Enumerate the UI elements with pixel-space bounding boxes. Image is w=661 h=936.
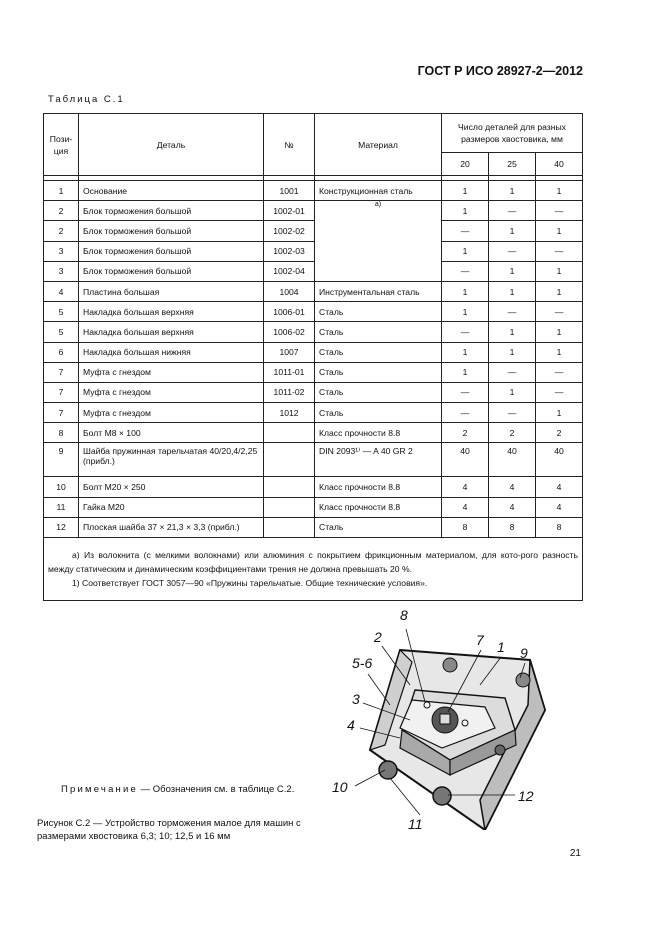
cell-material: Инструментальная сталь [315, 281, 442, 301]
cell-num: 1011-01 [264, 362, 315, 382]
table-row [44, 302, 583, 322]
figure-label-7: 7 [476, 632, 484, 648]
table-row [44, 281, 583, 301]
cell-count-25: — [489, 241, 536, 261]
cell-part: Накладка большая верхняя [79, 302, 264, 322]
cell-part: Плоская шайба 37 × 21,3 × 3,3 (прибл.) [79, 517, 264, 537]
cell-material: Класс прочности 8.8 [315, 423, 442, 443]
cell-count-25: 1 [489, 281, 536, 301]
figure-label-11: 11 [408, 816, 423, 830]
figure-label-2: 2 [374, 629, 382, 645]
cell-count-40: 8 [536, 517, 583, 537]
cell-count-20: 1 [442, 241, 489, 261]
cell-material: Сталь [315, 342, 442, 362]
cell-count-20: — [442, 261, 489, 281]
cell-num: 1001 [264, 181, 315, 201]
braking-device-figure [330, 600, 580, 830]
cell-num: 1007 [264, 342, 315, 362]
cell-count-20: 8 [442, 517, 489, 537]
cell-part: Болт М8 × 100 [79, 423, 264, 443]
table-note [37, 783, 305, 796]
cell-material: Конструкционная сталь [315, 181, 442, 201]
col-header-size-25: 25 [489, 153, 536, 176]
cell-pos: 3 [44, 241, 79, 261]
page-number: 21 [569, 848, 581, 859]
cell-count-25: 1 [489, 181, 536, 201]
cell-count-40: 2 [536, 423, 583, 443]
table-row [44, 517, 583, 537]
cell-pos: 5 [44, 322, 79, 342]
cell-material: а) [315, 201, 442, 282]
cell-num: 1002-01 [264, 201, 315, 221]
figure-label-10: 10 [332, 779, 348, 795]
cell-part: Накладка большая нижняя [79, 342, 264, 362]
cell-count-40: 4 [536, 497, 583, 517]
col-header-size-40: 40 [536, 153, 583, 176]
footnote-a: а) Из волокнита (с мелкими волокнами) или алюминия с покрытием фрикционным материалом, для кото-рого разность между статическим и динамическим коэффициентами трения не должна превышать 20 %. [48, 550, 578, 574]
cell-count-40: 1 [536, 403, 583, 423]
cell-pos: 2 [44, 221, 79, 241]
cell-count-20: 1 [442, 201, 489, 221]
cell-count-40: 1 [536, 261, 583, 281]
cell-count-20: — [442, 403, 489, 423]
note-label: Примечание [61, 784, 138, 795]
cell-num [264, 517, 315, 537]
cell-material: Сталь [315, 382, 442, 402]
cell-pos: 12 [44, 517, 79, 537]
cell-num: 1012 [264, 403, 315, 423]
table-row [44, 403, 583, 423]
cell-count-20: 4 [442, 477, 489, 497]
cell-count-25: 2 [489, 423, 536, 443]
cell-num: 1011-02 [264, 382, 315, 402]
cell-count-25: 1 [489, 221, 536, 241]
table-row [44, 241, 583, 261]
cell-pos: 3 [44, 261, 79, 281]
figure-caption: Рисунок С.2 — Устройство торможения малое для машин с размерами хвостовика 6,3; 10; 12,5 и 16 мм [37, 818, 301, 842]
cell-num: 1006-01 [264, 302, 315, 322]
cell-count-25: — [489, 302, 536, 322]
cell-pos: 11 [44, 497, 79, 517]
cell-count-25: 1 [489, 382, 536, 402]
table-row [44, 382, 583, 402]
cell-material: Сталь [315, 322, 442, 342]
cell-count-25: 1 [489, 342, 536, 362]
cell-count-40: 4 [536, 477, 583, 497]
cell-material: Класс прочности 8.8 [315, 497, 442, 517]
table-row [44, 362, 583, 382]
cell-num: 1004 [264, 281, 315, 301]
cell-count-25: 1 [489, 261, 536, 281]
cell-pos: 6 [44, 342, 79, 362]
table-row [44, 221, 583, 241]
cell-num: 1002-04 [264, 261, 315, 281]
col-header-pos: Пози- ция [44, 114, 79, 176]
cell-count-25: 8 [489, 517, 536, 537]
cell-num: 1002-02 [264, 221, 315, 241]
cell-count-40: 40 [536, 443, 583, 477]
cell-count-25: 4 [489, 477, 536, 497]
table-row [44, 181, 583, 201]
footnote-1: 1) Соответствует ГОСТ 3057—90 «Пружины тарельчатые. Общие технические условия». [72, 578, 428, 588]
table-row [44, 322, 583, 342]
cell-part: Блок торможения большой [79, 201, 264, 221]
cell-part: Муфта с гнездом [79, 362, 264, 382]
table-row [44, 201, 583, 221]
cell-count-40: — [536, 241, 583, 261]
cell-material: Сталь [315, 302, 442, 322]
cell-count-20: 2 [442, 423, 489, 443]
cell-pos: 9 [44, 443, 79, 477]
cell-num [264, 497, 315, 517]
cell-count-40: 1 [536, 221, 583, 241]
cell-count-25: — [489, 403, 536, 423]
col-header-count: Число деталей для разных размеров хвостовика, мм [442, 114, 583, 153]
cell-count-20: 1 [442, 181, 489, 201]
cell-pos: 7 [44, 382, 79, 402]
cell-pos: 7 [44, 403, 79, 423]
table-row [44, 342, 583, 362]
cell-count-25: 4 [489, 497, 536, 517]
cell-count-40: — [536, 382, 583, 402]
cell-count-20: — [442, 382, 489, 402]
table-row [44, 497, 583, 517]
figure-label-12: 12 [518, 788, 534, 804]
cell-count-20: — [442, 322, 489, 342]
table-row [44, 261, 583, 281]
table-row [44, 443, 583, 477]
cell-part: Гайка М20 [79, 497, 264, 517]
cell-part: Болт М20 × 250 [79, 477, 264, 497]
cell-count-20: 40 [442, 443, 489, 477]
table-row [44, 423, 583, 443]
col-header-part: Деталь [79, 114, 264, 176]
cell-count-40: 1 [536, 181, 583, 201]
figure-label-8: 8 [400, 607, 408, 623]
figure-label-3: 3 [352, 691, 360, 707]
cell-pos: 1 [44, 181, 79, 201]
parts-table [43, 113, 583, 601]
cell-count-20: 1 [442, 281, 489, 301]
cell-part: Накладка большая верхняя [79, 322, 264, 342]
cell-count-25: 40 [489, 443, 536, 477]
cell-count-20: 4 [442, 497, 489, 517]
table-caption: Таблица С.1 [48, 94, 125, 105]
cell-num: 1006-02 [264, 322, 315, 342]
cell-count-25: 1 [489, 322, 536, 342]
cell-count-20: 1 [442, 302, 489, 322]
cell-count-40: — [536, 302, 583, 322]
cell-material: Класс прочности 8.8 [315, 477, 442, 497]
cell-num: 1002-03 [264, 241, 315, 261]
cell-material: Сталь [315, 403, 442, 423]
table-footnotes [44, 538, 583, 601]
cell-material: Сталь [315, 517, 442, 537]
cell-count-40: 1 [536, 322, 583, 342]
cell-part: Шайба пружинная тарельчатая 40/20,4/2,25 (прибл.) [79, 443, 264, 477]
cell-count-20: 1 [442, 362, 489, 382]
cell-material: Сталь [315, 362, 442, 382]
col-header-material: Материал [315, 114, 442, 176]
figure-label-9: 9 [520, 645, 528, 661]
cell-part: Пластина большая [79, 281, 264, 301]
figure-label-4: 4 [347, 717, 355, 733]
cell-num [264, 443, 315, 477]
cell-num [264, 423, 315, 443]
cell-pos: 2 [44, 201, 79, 221]
cell-pos: 8 [44, 423, 79, 443]
cell-part: Муфта с гнездом [79, 382, 264, 402]
col-header-size-20: 20 [442, 153, 489, 176]
figure-label-1: 1 [497, 639, 505, 655]
document-header: ГОСТ Р ИСО 28927-2—2012 [417, 64, 583, 78]
cell-count-25: — [489, 201, 536, 221]
cell-count-40: — [536, 201, 583, 221]
cell-pos: 5 [44, 302, 79, 322]
cell-pos: 7 [44, 362, 79, 382]
cell-count-20: 1 [442, 342, 489, 362]
cell-pos: 4 [44, 281, 79, 301]
col-header-num: № [264, 114, 315, 176]
cell-count-20: — [442, 221, 489, 241]
cell-count-40: 1 [536, 281, 583, 301]
cell-count-40: 1 [536, 342, 583, 362]
cell-pos: 10 [44, 477, 79, 497]
cell-count-25: — [489, 362, 536, 382]
note-text: — Обозначения см. в таблице С.2. [140, 784, 295, 795]
cell-part: Блок торможения большой [79, 241, 264, 261]
cell-part: Муфта с гнездом [79, 403, 264, 423]
figure-label-5-6: 5-6 [352, 655, 373, 671]
cell-count-40: — [536, 362, 583, 382]
cell-part: Блок торможения большой [79, 261, 264, 281]
cell-material: DIN 2093¹⁾ — A 40 GR 2 [315, 443, 442, 477]
cell-num [264, 477, 315, 497]
cell-part: Основание [79, 181, 264, 201]
cell-part: Блок торможения большой [79, 221, 264, 241]
table-row [44, 477, 583, 497]
